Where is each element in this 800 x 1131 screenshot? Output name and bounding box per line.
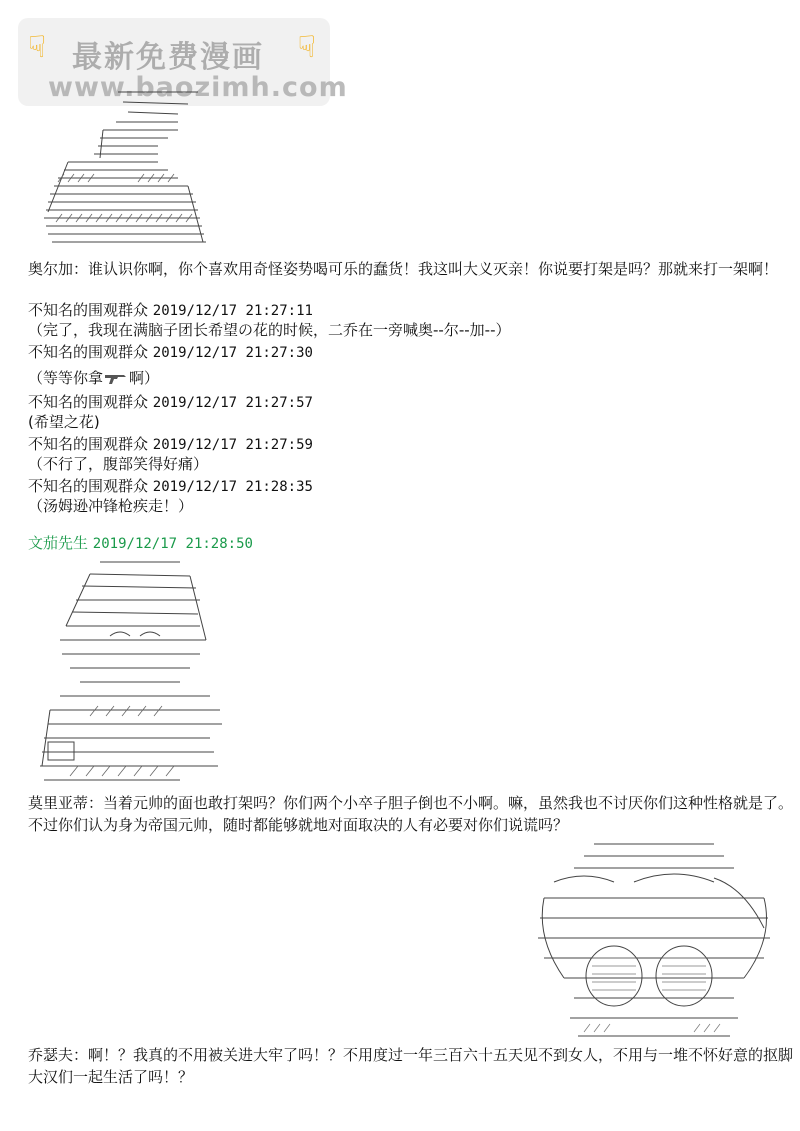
comment-author: 不知名的围观群众 [28, 301, 149, 319]
comment-author: 不知名的围观群众 [28, 343, 149, 361]
comment-text: （不行了，腹部笑得好痛） [28, 455, 209, 473]
comment-timestamp: 2019/12/17 21:28:50 [92, 536, 253, 552]
comment-author: 不知名的围观群众 [28, 435, 149, 453]
comment-text: （完了，我现在满脑子团长希望の花的时候，二乔在一旁喊奥--尔--加--） [28, 321, 511, 339]
comment-header [28, 476, 313, 497]
ascii-art-figure-2 [30, 556, 230, 788]
comment-header [28, 533, 253, 554]
gun-icon [104, 373, 128, 385]
dialogue-line: 乔瑟夫：啊！？我真的不用被关进大牢了吗！？不用度过一年三百六十五天见不到女人，不用与一堆不怀好意的抠脚大汉们一起生活了吗！？ [28, 1046, 794, 1086]
watermark-title: 最新免费漫画 [72, 40, 264, 75]
ascii-art-figure-1 [28, 82, 218, 252]
comment-text-before: （等等你拿 [28, 369, 104, 387]
pointing-hand-icon: ☟ [297, 30, 316, 65]
comment-timestamp: 2019/12/17 21:27:30 [152, 345, 313, 361]
comment-text-after: 啊） [129, 369, 160, 387]
comment-timestamp: 2019/12/17 21:28:35 [152, 479, 313, 495]
watermark-url: www.baozimh.com [48, 72, 348, 103]
comment-text: (希望之花) [28, 413, 100, 431]
comment-author: 不知名的围观群众 [28, 477, 149, 495]
comment-author: 不知名的围观群众 [28, 393, 149, 411]
comment-header [28, 392, 313, 413]
comment-header [28, 434, 313, 455]
comment-header [28, 342, 313, 363]
comment-author: 文茄先生 [28, 534, 89, 552]
dialogue-line: 奥尔加：谁认识你啊，你个喜欢用奇怪姿势喝可乐的蠢货！我这叫大义灭亲！你说要打架是吗？那就来打一架啊！ [28, 260, 779, 278]
comment-timestamp: 2019/12/17 21:27:57 [152, 395, 313, 411]
dialogue-line: 莫里亚蒂：当着元帅的面也敢打架吗？你们两个小卒子胆子倒也不小啊。嘛，虽然我也不讨厌你们这种性格就是了。不过你们认为身为帝国元帅，随时都能够就地对面取决的人有必要对你们说谎吗？ [28, 794, 794, 834]
comment-header [28, 300, 313, 321]
pointing-hand-icon: ☟ [28, 30, 47, 65]
comment-text [28, 368, 159, 388]
comment-timestamp: 2019/12/17 21:27:11 [152, 303, 313, 319]
comment-text: （汤姆逊冲锋枪疾走！） [28, 497, 194, 515]
ascii-art-figure-3 [534, 838, 774, 1042]
comment-timestamp: 2019/12/17 21:27:59 [152, 437, 313, 453]
